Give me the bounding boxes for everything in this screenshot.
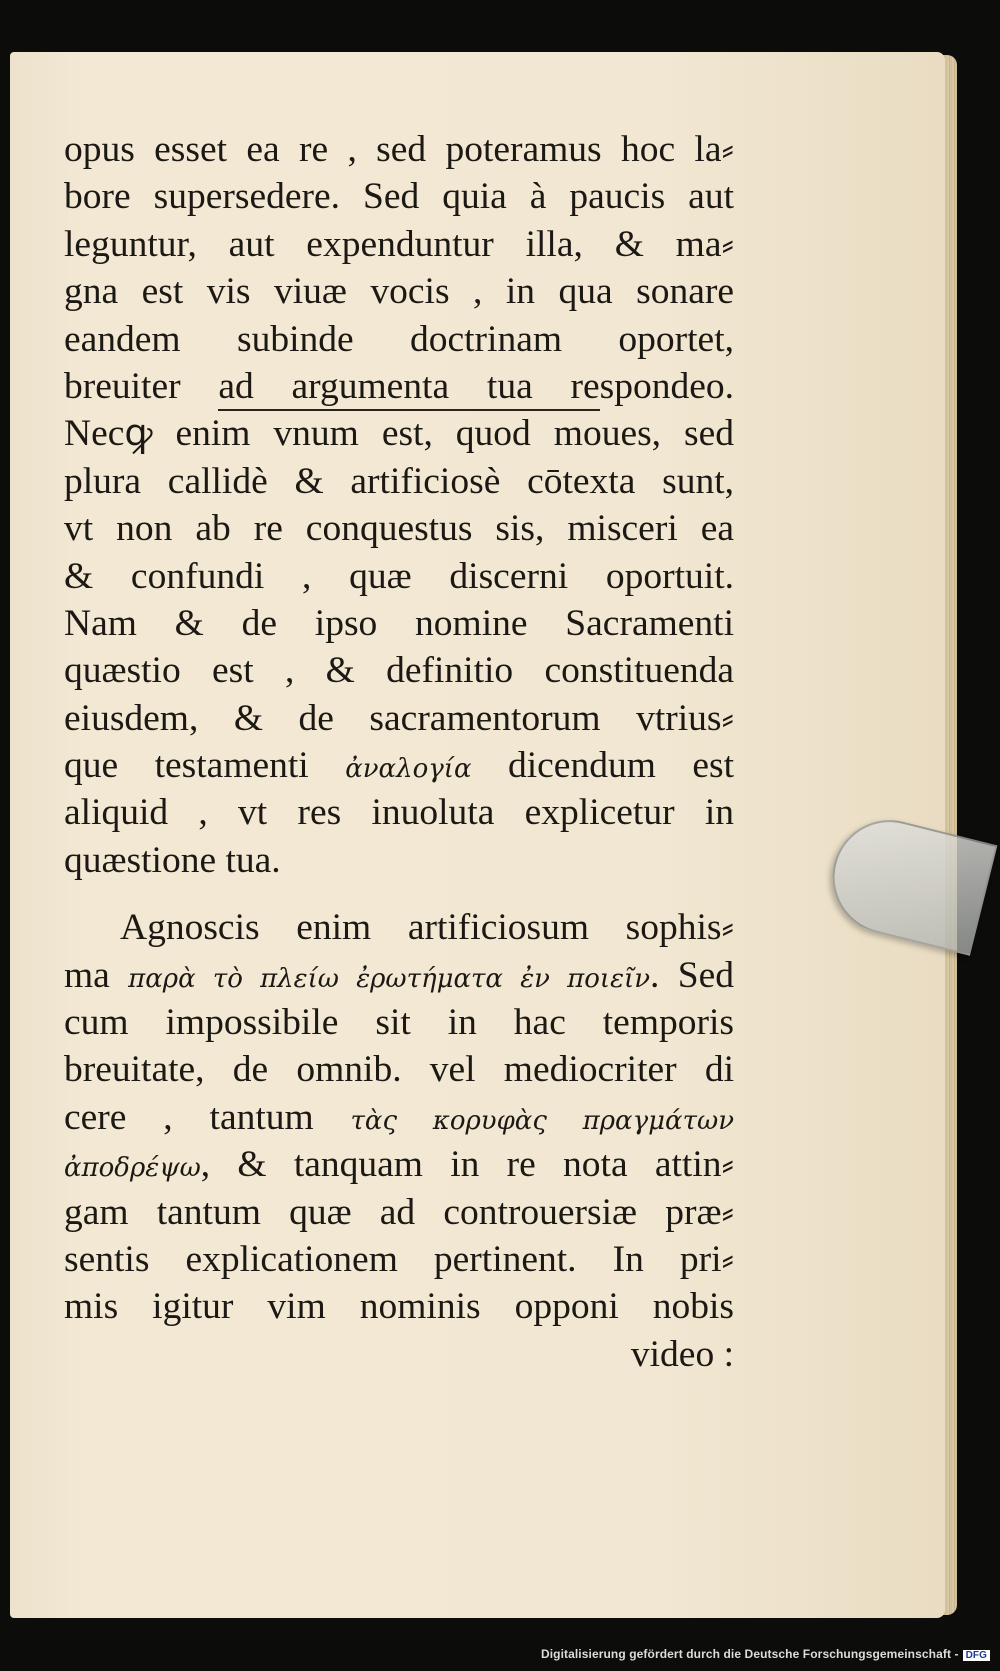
text-line: gam tantum quæ ad controuersiæ præ⸗ — [64, 1191, 734, 1233]
text-line: leguntur, aut expenduntur illa, & ma⸗ — [64, 223, 734, 265]
text-line: Necꝙ enim vnum est, quod moues, sed — [64, 413, 734, 455]
text-line: eandem subinde doctrinam oportet, — [64, 318, 734, 360]
credit-text: Digitalisierung gefördert durch die Deutsche Forschungsgemeinschaft - — [540, 1647, 959, 1661]
text-line: eiusdem, & de sacramentorum vtrius⸗ — [64, 697, 734, 739]
text-line: mis igitur vim nominis opponi nobis — [64, 1286, 734, 1328]
text-line: gna est vis viuæ vocis , in qua sonare — [64, 271, 734, 313]
page-text — [64, 126, 734, 1378]
text-line: ἀποδρέψω, & tanquam in re nota attin⸗ — [64, 1144, 734, 1186]
text-line: cum impossibile sit in hac temporis — [64, 1002, 734, 1044]
text-line: vt non ab re conquestus sis, misceri ea — [64, 508, 734, 550]
text-line: Nam & de ipso nomine Sacramenti — [64, 602, 734, 644]
text-line: quæstione tua. — [64, 839, 281, 881]
greek-phrase: ἀναλογία — [345, 754, 472, 785]
greek-phrase: παρὰ τὸ πλείω ἐρωτήματα ἐν ποιεῖν — [128, 963, 651, 994]
text-line: ma παρὰ τὸ πλείω ἐρωτήματα ἐν ποιεῖν. Sed — [64, 954, 734, 996]
text-line: breuiter ad argumenta tua respondeo. — [64, 363, 734, 410]
dfg-logo: DFG — [963, 1650, 990, 1661]
text-line: plura callidè & artificiosè cōtexta sunt, — [64, 460, 734, 502]
text-line: cere , tantum τὰς κορυφὰς πραγμάτων — [64, 1096, 734, 1138]
text-line: breuitate, de omnib. vel mediocriter di — [64, 1049, 734, 1091]
text-line: que testamenti ἀναλογία dicendum est — [64, 745, 734, 787]
text-line: Agnoscis enim artificiosum sophis⸗ — [120, 907, 734, 949]
text-line: quæstio est , & definitio constituenda — [64, 650, 734, 692]
text-line: opus esset ea re , sed poteramus hoc la⸗ — [64, 129, 734, 170]
underlined-phrase: ad argumenta tua re — [218, 366, 599, 411]
text-line: aliquid , vt res inuoluta explicetur in — [64, 792, 734, 834]
greek-phrase: ἀποδρέψω — [64, 1153, 201, 1184]
greek-phrase: τὰς κορυφὰς πραγμάτων — [350, 1105, 734, 1136]
paragraph-gap — [64, 884, 734, 904]
text-line: bore supersedere. Sed quia à paucis aut — [64, 176, 734, 218]
text-line: & confundi , quæ discerni oportuit. — [64, 555, 734, 597]
text-line: sentis explicationem pertinent. In pri⸗ — [64, 1238, 734, 1280]
catchword: video : — [630, 1333, 734, 1375]
digitization-credit — [541, 1647, 990, 1665]
